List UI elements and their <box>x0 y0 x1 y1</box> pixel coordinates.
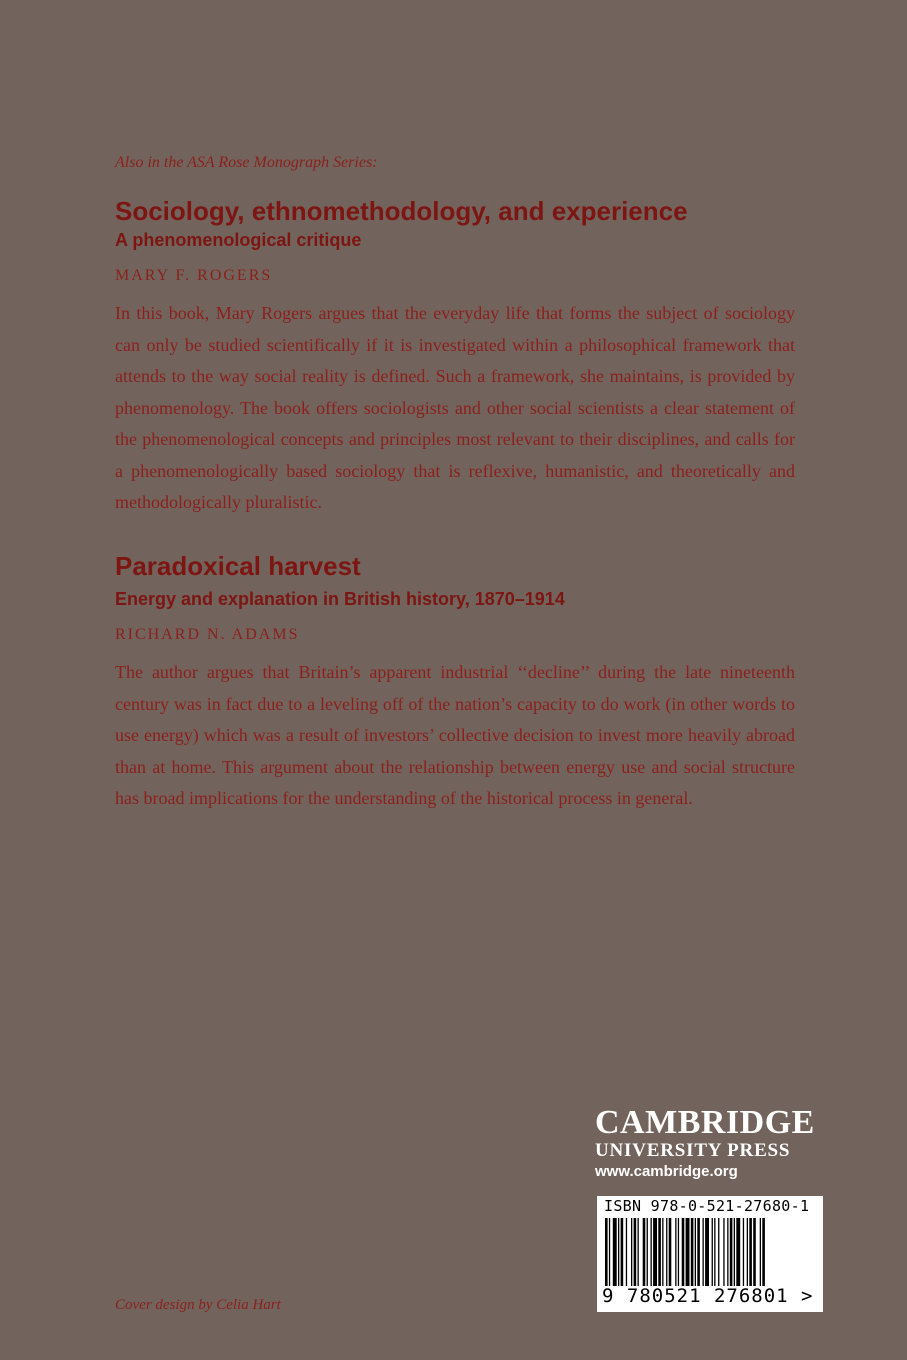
barcode-bar <box>730 1218 733 1286</box>
barcode-bar <box>705 1218 709 1286</box>
publisher-name: CAMBRIDGE <box>595 1104 815 1141</box>
barcode-bar <box>643 1218 646 1286</box>
publisher-logo <box>595 1105 825 1183</box>
book-entry-2 <box>115 549 795 815</box>
barcode-bar <box>762 1218 765 1286</box>
barcode-bar <box>618 1218 619 1286</box>
barcode-bar <box>621 1218 624 1286</box>
barcode-bar <box>651 1218 652 1286</box>
barcode-bar <box>712 1218 713 1286</box>
barcode-bar <box>626 1218 627 1286</box>
publisher-subname: UNIVERSITY PRESS <box>595 1140 791 1161</box>
barcode-bar <box>727 1218 728 1286</box>
barcode-bar <box>734 1218 735 1286</box>
book-title: Sociology, ethnomethodology, and experience <box>115 196 688 226</box>
book-description: In this book, Mary Rogers argues that the everyday life that forms the subject of sociology can only be studied scientifically if it is investigated within a philosophical framework that attends to the way social reality is defined. Such a framework, she maintains, is provided by phenomenology. The book offers sociologists and other social scientists a clear statement of the phenomenological concepts and principles most relevant to their disciplines, and calls for a phenomenologically based sociology that is reflexive, humanistic, and theoretically and methodologically pluralistic. <box>115 303 795 512</box>
barcode-bar <box>749 1218 752 1286</box>
barcode-bar <box>682 1218 685 1286</box>
book-entry-1 <box>115 194 795 519</box>
barcode-bar <box>760 1218 761 1286</box>
barcode-bar <box>697 1218 700 1286</box>
barcode-digits: 9 780521 276801 > <box>602 1285 814 1307</box>
barcode-bar <box>647 1218 648 1286</box>
barcode-bar <box>753 1218 756 1286</box>
barcode-bar <box>686 1218 690 1286</box>
book-subtitle: Energy and explanation in British history, 1870–1914 <box>115 589 565 609</box>
barcode-bar <box>613 1218 617 1286</box>
isbn-label: ISBN 978-0-521-27680-1 <box>604 1197 810 1215</box>
book-subtitle: A phenomenological critique <box>115 230 362 250</box>
barcode-bar <box>714 1218 715 1286</box>
barcode-bar <box>743 1218 744 1286</box>
barcode-bar <box>666 1218 667 1286</box>
series-note: Also in the ASA Rose Monograph Series: <box>115 154 378 171</box>
barcode-bar <box>653 1218 657 1286</box>
barcode-bar <box>669 1218 672 1286</box>
book-title: Paradoxical harvest <box>115 551 361 581</box>
book-author: RICHARD N. ADAMS <box>115 626 300 643</box>
barcode-bar <box>631 1218 632 1286</box>
barcode-bar <box>634 1218 637 1286</box>
barcode-bar <box>747 1218 748 1286</box>
barcode-bar <box>662 1218 663 1286</box>
barcode-bar <box>609 1218 610 1286</box>
book-description: The author argues that Britain’s apparent industrial ‘‘decline’’ during the late nineteenth century was in fact due to a leveling off of the nation’s capacity to do work (in other words to use energy) which was a result of investors’ collective decision to invest more heavily abroad than at home. This argument about the relationship between energy use and social structure has broad implications for the understanding of the historical process in general. <box>115 662 795 808</box>
book-author: MARY F. ROGERS <box>115 267 273 284</box>
isbn-barcode <box>597 1196 823 1312</box>
barcode-bar <box>675 1218 676 1286</box>
barcode-bar <box>703 1218 704 1286</box>
barcode-bar <box>678 1218 679 1286</box>
barcode-bar <box>695 1218 696 1286</box>
barcode-bar <box>736 1218 740 1286</box>
barcode-bar <box>658 1218 661 1286</box>
barcode-bar <box>718 1218 719 1286</box>
barcode-bars <box>605 1218 815 1286</box>
barcode-bar <box>723 1218 724 1286</box>
barcode-bar <box>691 1218 694 1286</box>
barcode-bar <box>605 1218 608 1286</box>
publisher-url: www.cambridge.org <box>595 1163 738 1180</box>
barcode-bar <box>638 1218 639 1286</box>
cover-design-credit: Cover design by Celia Hart <box>115 1297 281 1313</box>
